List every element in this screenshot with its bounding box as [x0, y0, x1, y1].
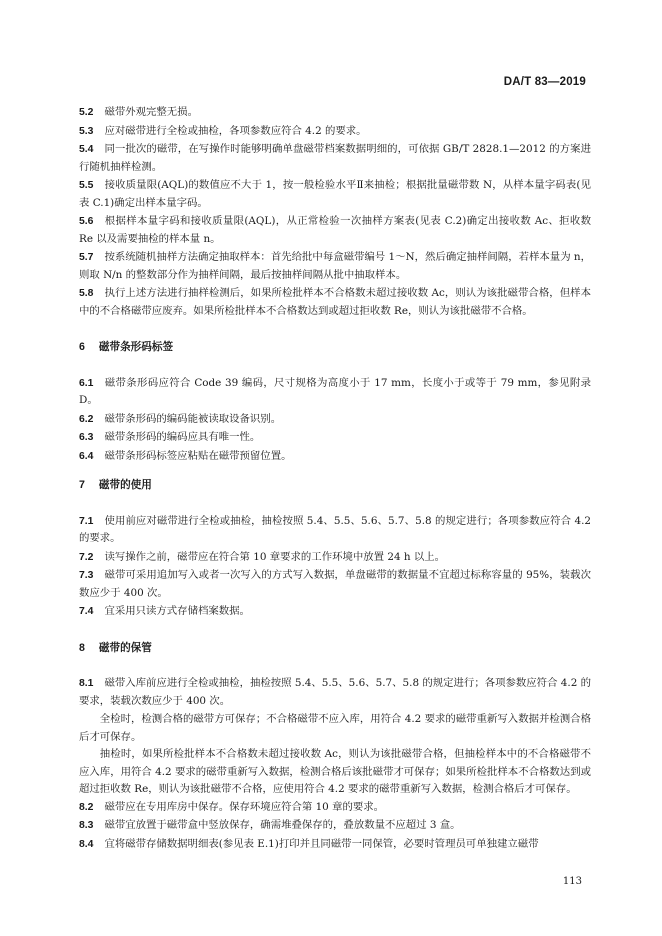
clause-text: 根据样本量字码和接收质量限(AQL)，从正常检验一次抽样方案表(见表 C.2)确定出接收数 Ac、拒收数 Re 以及需要抽检的样本量 n。: [79, 215, 591, 245]
clause-number: 8.2: [79, 801, 94, 813]
clause-7-3: [79, 567, 591, 602]
clause-5-2: [79, 104, 591, 122]
clause-text: 应对磁带进行全检或抽检，各项参数应符合 4.2 的要求。: [104, 124, 367, 137]
clause-7-1: [79, 513, 591, 548]
clause-list-5: [79, 104, 591, 320]
clause-number: 5.5: [79, 180, 94, 191]
clause-number: 5.8: [79, 288, 94, 299]
clause-number: 6.2: [79, 413, 94, 425]
section-title: 磁带的保管: [98, 641, 152, 654]
clause-6-2: [79, 411, 591, 429]
document-code: DA/T 83—2019: [503, 76, 586, 88]
clause-8-2: [79, 799, 591, 817]
clause-5-3: [79, 123, 591, 141]
clause-text: 磁带外观完整无损。: [104, 106, 198, 118]
clause-number: 7.1: [79, 515, 94, 527]
section-number: 8: [79, 641, 85, 654]
clause-text: 磁带宜放置于磁带盒中竖放保存，确需堆叠保存的，叠放数量不应超过 3 盒。: [104, 819, 461, 831]
clause-7-2: [79, 549, 591, 567]
clause-number: 5.3: [79, 125, 94, 137]
section-number: 7: [79, 479, 85, 491]
document-body: [79, 104, 591, 854]
clause-number: 7.2: [79, 551, 94, 563]
clause-number: 5.4: [79, 144, 94, 155]
clause-6-4: [79, 448, 591, 466]
clause-text: 磁带条形码应符合 Code 39 编码，尺寸规格为高度小于 17 mm，长度小于或等于 79 mm，参见附录 D。: [79, 376, 591, 406]
clause-7-4: [79, 603, 591, 621]
clause-number: 8.4: [79, 838, 94, 850]
section-heading-8: [79, 640, 591, 658]
clause-text: 磁带应在专用库房中保存。保存环境应符合第 10 章的要求。: [104, 800, 385, 813]
clause-text: 磁带条形码的编码能被读取设备识别。: [104, 412, 282, 425]
clause-number: 6.3: [79, 432, 94, 443]
clause-list-6: [79, 375, 591, 466]
clause-text: 同一批次的磁带，在写操作时能够明确单盘磁带档案数据明细的，可依据 GB/T 2828.1—2012 的方案进行随机抽样检测。: [79, 143, 591, 173]
clause-text: 磁带条形码标签应粘贴在磁带预留位置。: [104, 449, 292, 462]
clause-text: 使用前应对磁带进行全检或抽检，抽检按照 5.4、5.5、5.6、5.7、5.8 的规定进行；各项参数应符合 4.2 的要求。: [79, 514, 591, 544]
clause-number: 5.6: [79, 216, 94, 227]
clause-text: 磁带可采用追加写入或者一次写入的方式写入数据，单盘磁带的数据量不宜超过标称容量的 95%，装载次数应少于 400 次。: [79, 569, 591, 599]
clause-number: 7.4: [79, 606, 94, 617]
clause-list-8: [79, 799, 591, 854]
section-title: 磁带条形码标签: [98, 341, 174, 353]
clause-number: 8.1: [79, 678, 94, 689]
clause-text: 读写操作之前，磁带应在符合第 10 章要求的工作环境中放置 24 h 以上。: [104, 550, 446, 563]
clause-5-5: [79, 177, 591, 212]
clause-number: 6.4: [79, 450, 94, 462]
clause-text: 磁带入库前应进行全检或抽检，抽检按照 5.4、5.5、5.6、5.7、5.8 的规定进行；各项参数应符合 4.2 的要求，装载次数应少于 400 次。: [79, 677, 591, 707]
section-title: 磁带的使用: [98, 479, 152, 491]
clause-number: 5.2: [79, 107, 94, 118]
clause-number: 8.3: [79, 820, 94, 831]
clause-8-1: [79, 675, 591, 710]
clause-text: 宜采用只读方式存储档案数据。: [104, 605, 250, 617]
section-number: 6: [79, 341, 85, 353]
clause-text: 宜将磁带存储数据明细表(参见表 E.1)打印并且同磁带一同保管，必要时管理员可单独建立磁带: [104, 837, 539, 850]
clause-5-6: [79, 213, 591, 248]
clause-text: 按系统随机抽样方法确定抽取样本：首先给批中每盒磁带编号 1～N，然后确定抽样间隔，若样本量为 n，则取 N/n 的整数部分作为抽样间隔，最后按抽样间隔从批中抽取样本。: [79, 251, 591, 281]
clause-text: 接收质量限(AQL)的数值应不大于 1，按一般检验水平Ⅱ来抽检；根据批量磁带数 N，从样本量字码表(见表 C.1)确定出样本量字码。: [79, 179, 591, 209]
clause-6-3: [79, 429, 591, 447]
clause-8-4: [79, 836, 591, 854]
section-heading-7: [79, 477, 591, 495]
clause-6-1: [79, 375, 591, 410]
clause-5-4: [79, 141, 591, 176]
clause-number: 7.3: [79, 570, 94, 581]
clause-5-8: [79, 285, 591, 320]
section-heading-6: [79, 339, 591, 357]
paragraph-full-inspection: 全检时，检测合格的磁带方可保存；不合格磁带不应入库，用符合 4.2 要求的磁带重新写入数据并检测合格后才可保存。: [79, 713, 591, 743]
clause-number: 6.1: [79, 377, 94, 389]
page-number: 113: [562, 876, 582, 887]
clause-text: 磁带条形码的编码应具有唯一性。: [104, 431, 261, 443]
clause-5-7: [79, 249, 591, 284]
clause-8-3: [79, 817, 591, 835]
clause-text: 执行上述方法进行抽样检测后，如果所检批样本不合格数未超过接收数 Ac，则认为该批磁带合格，但样本中的不合格磁带应废弃。如果所检批样本不合格数达到或超过拒收数 Re，则认为该批磁带不合格。: [79, 287, 591, 317]
paragraph-sampling-inspection: 抽检时，如果所检批样本不合格数未超过接收数 Ac，则认为该批磁带合格，但抽检样本中的不合格磁带不应入库，用符合 4.2 要求的磁带重新写入数据，检测合格后该批磁带才可保存；如果所检批样本不合格数达到或超过拒收数 Re，则认为该批磁带不合格，应使用符合 4.2 要求的磁带重新写入数据，检测合格后才可保存。: [79, 748, 591, 795]
clause-list-7: [79, 513, 591, 621]
clause-number: 5.7: [79, 252, 94, 263]
